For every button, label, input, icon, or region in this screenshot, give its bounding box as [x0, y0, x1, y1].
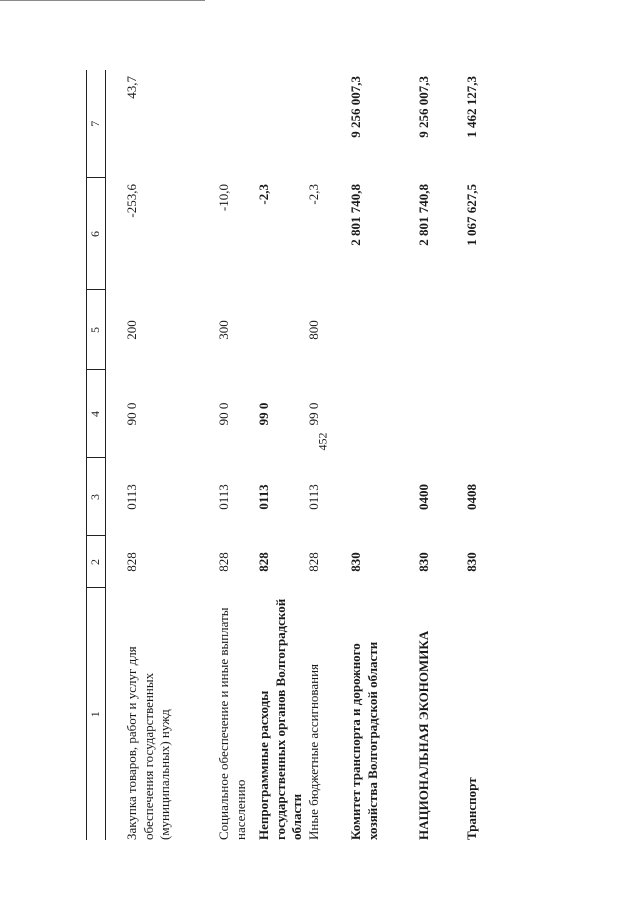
header-row: [87, 70, 106, 840]
column-header: 3: [87, 458, 106, 536]
amount-total: [216, 70, 256, 178]
amount-total: 43,7: [124, 76, 139, 99]
table-row: [464, 70, 504, 840]
ministry-code: 828: [256, 552, 271, 572]
amount-total: 9 256 007,3: [348, 76, 363, 138]
section-code: 0113: [124, 484, 139, 510]
row-description: НАЦИОНАЛЬНАЯ ЭКОНОМИКА: [416, 630, 431, 840]
section-code: 0113: [306, 484, 321, 510]
row-description: Комитет транспорта и дорожного хозяйства Волгоградской области: [348, 641, 380, 840]
expense-type-code: [348, 290, 416, 370]
row-description: Непрограммные расходы государственных органов Волгоградской области: [256, 598, 305, 840]
column-header: 7: [87, 70, 106, 178]
ministry-code: 830: [348, 552, 363, 572]
section-code: [348, 458, 416, 536]
row-description: Иные бюджетные ассигнования: [306, 663, 321, 840]
amount-change: 1 067 627,5: [464, 184, 479, 246]
amount-change: -2,3: [306, 184, 321, 205]
table-row: [348, 70, 416, 840]
table-row: [306, 70, 348, 840]
row-description: Транспорт: [464, 777, 479, 840]
expense-type-code: 200: [124, 320, 139, 340]
target-article-code: 90 0: [124, 402, 139, 426]
section-code: 0113: [256, 484, 271, 510]
target-article-code: [464, 370, 504, 458]
top-rule: [0, 0, 205, 1]
table-row: [124, 70, 216, 840]
amount-total: 1 462 127,3: [464, 76, 479, 138]
ministry-code: 828: [216, 552, 231, 572]
target-article-code: [416, 370, 464, 458]
ministry-code: 830: [464, 552, 479, 572]
table-row: [416, 70, 464, 840]
section-code: 0400: [416, 484, 431, 510]
amount-change: -2,3: [256, 184, 271, 205]
budget-table: [86, 70, 504, 840]
amount-change: 2 801 740,8: [416, 184, 431, 246]
ministry-code: 828: [306, 552, 321, 572]
column-header: 1: [87, 588, 106, 840]
section-code: 0113: [216, 484, 231, 510]
table-row: [216, 70, 256, 840]
amount-change: -10,0: [216, 184, 231, 212]
expense-type-code: [416, 290, 464, 370]
target-article-code: 99 0: [306, 402, 321, 426]
amount-total: [256, 70, 306, 178]
row-description: Закупка товаров, работ и услуг для обеспечения государственных (муниципальных) нужд: [124, 646, 173, 840]
row-description: Социальное обеспечение и иные выплаты населению: [216, 607, 248, 840]
ministry-code: 828: [124, 552, 139, 572]
budget-document: [86, 70, 490, 840]
amount-change: 2 801 740,8: [348, 184, 363, 246]
column-header: 6: [87, 178, 106, 290]
expense-type-code: 800: [306, 320, 321, 340]
column-header: 2: [87, 536, 106, 588]
expense-type-code: [464, 290, 504, 370]
page-number: 452: [315, 432, 330, 451]
expense-type-code: 300: [216, 320, 231, 340]
expense-type-code: [256, 290, 306, 370]
amount-total: [306, 70, 348, 178]
ministry-code: 830: [416, 552, 431, 572]
amount-total: 9 256 007,3: [416, 76, 431, 138]
target-article-code: [348, 370, 416, 458]
target-article-code: 90 0: [216, 402, 231, 426]
column-header: 4: [87, 370, 106, 458]
table-row: [256, 70, 306, 840]
section-code: 0408: [464, 484, 479, 510]
column-header: 5: [87, 290, 106, 370]
target-article-code: 99 0: [256, 402, 271, 426]
amount-change: -253,6: [124, 184, 139, 218]
